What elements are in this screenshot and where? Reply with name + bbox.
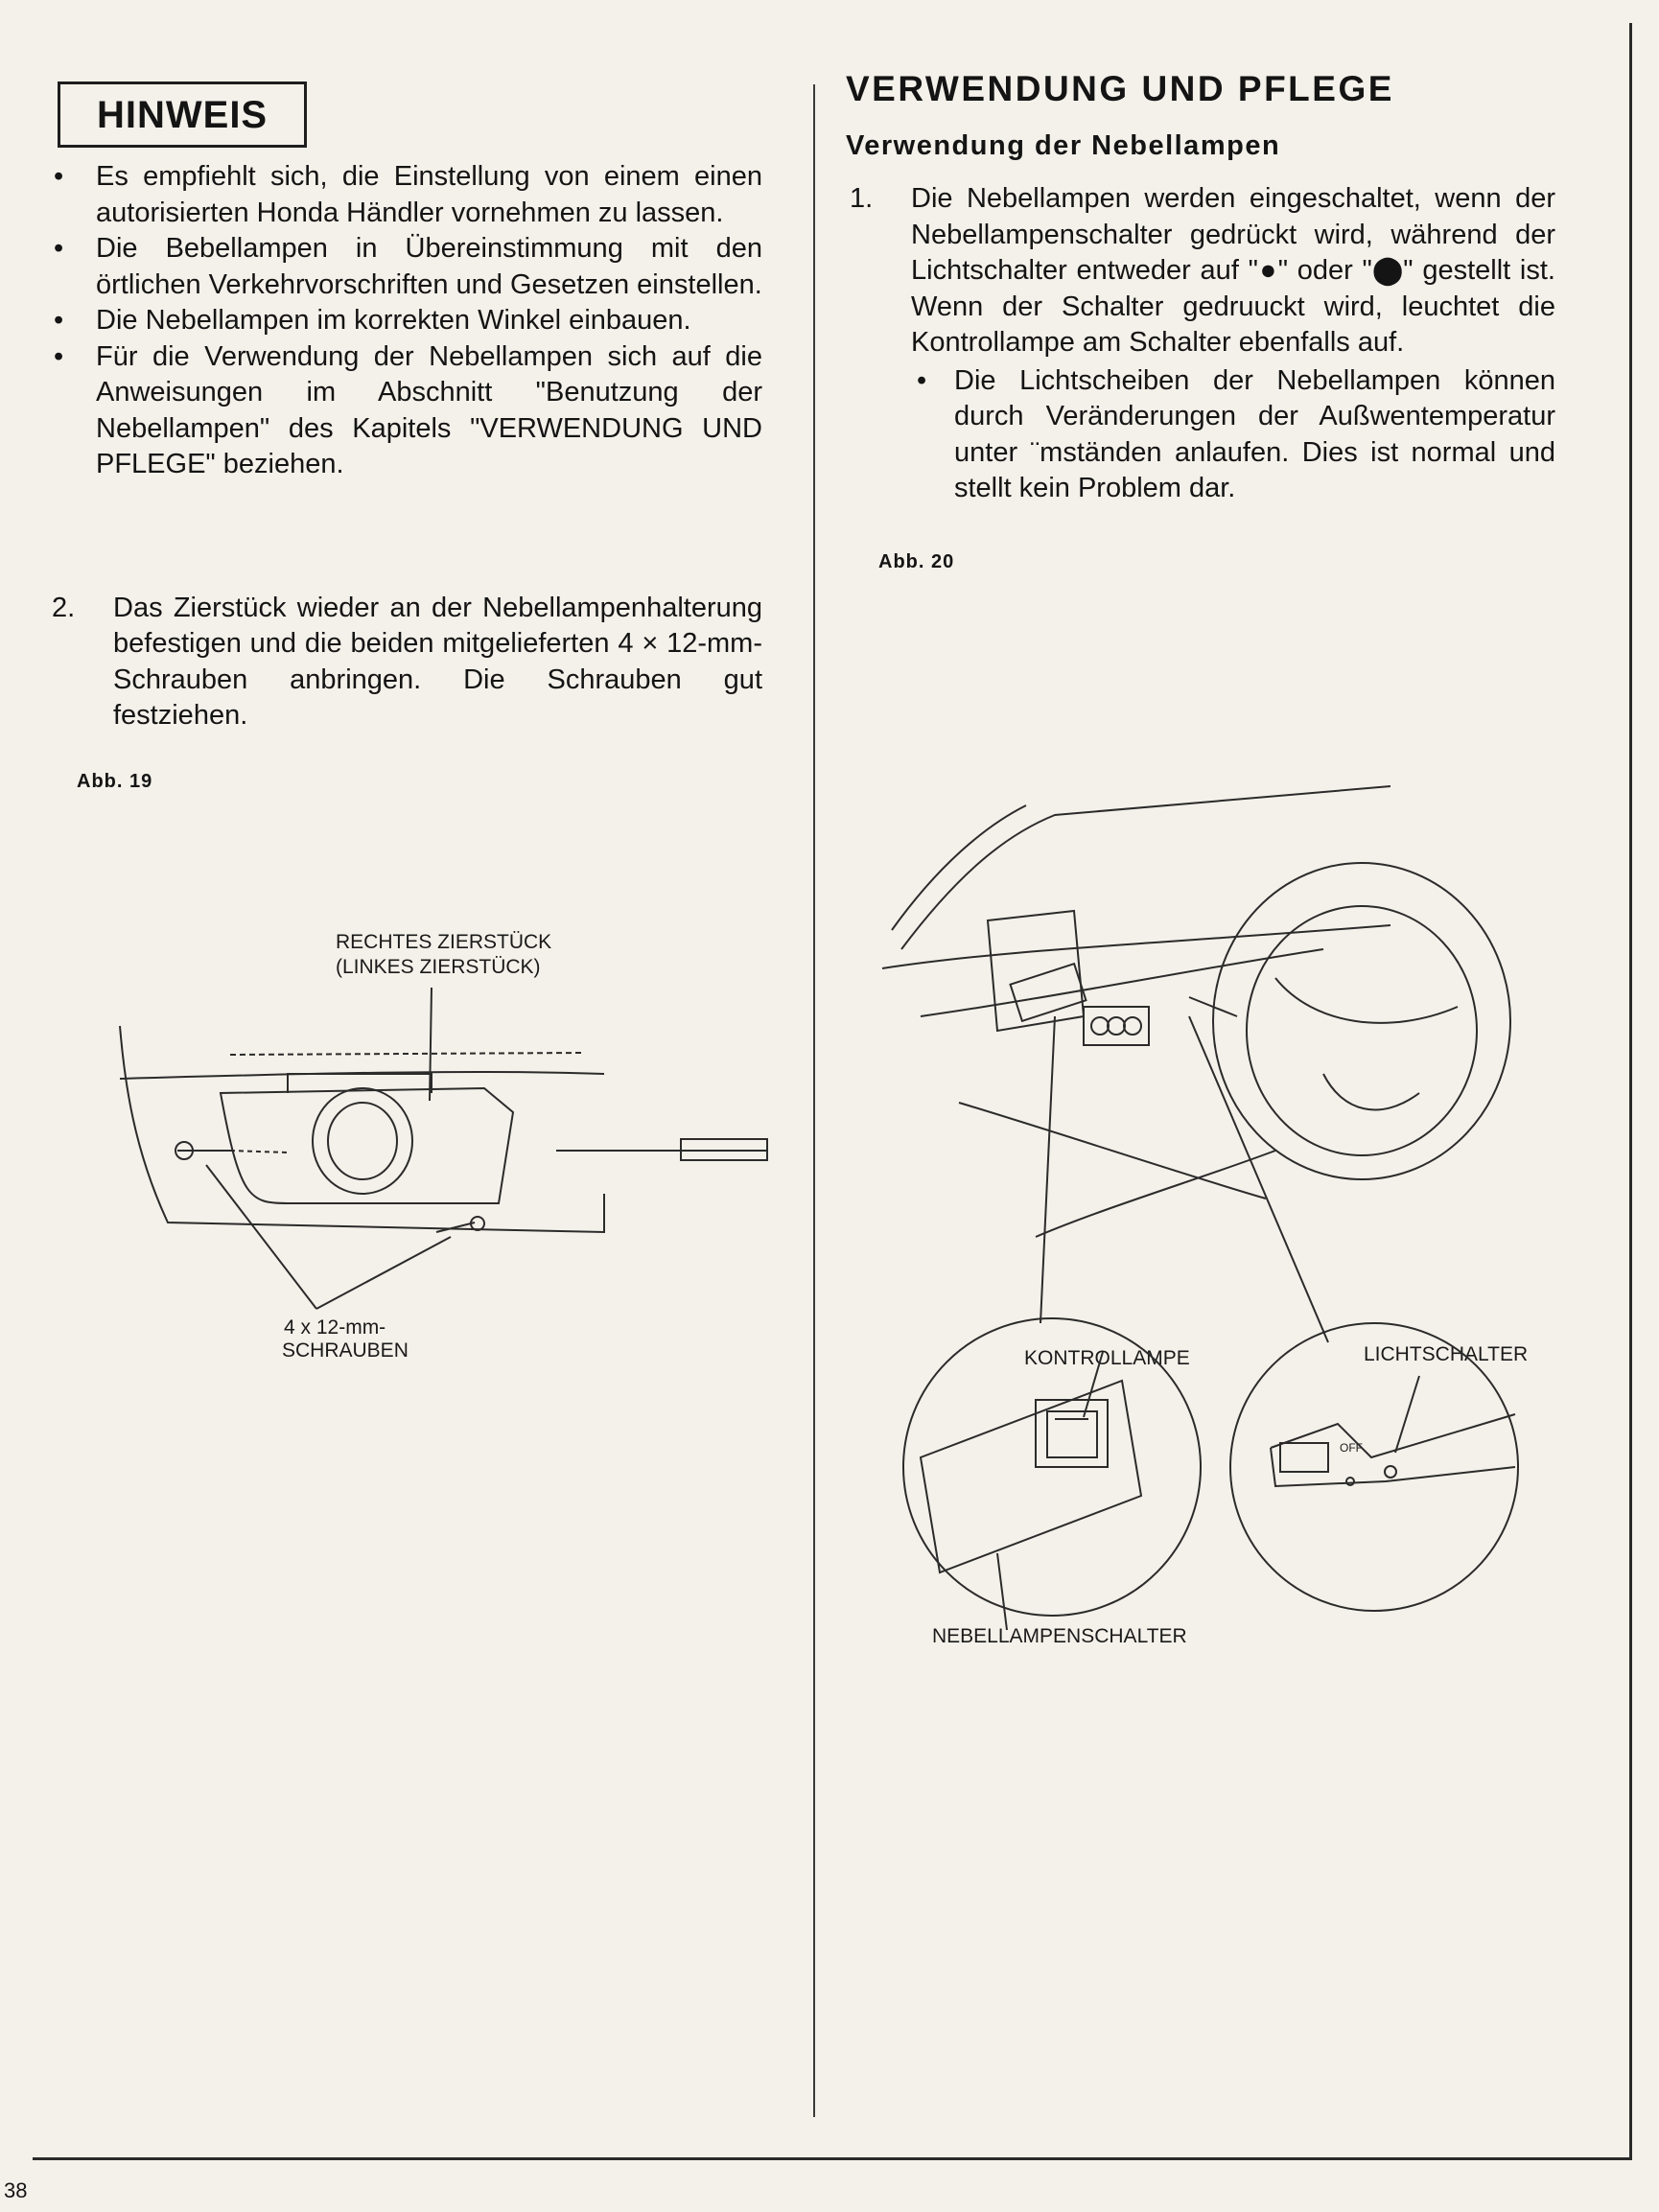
figure-19-label: Abb. 19 [77,770,153,792]
step-2-text: Das Zierstück wieder an der Nebellampenhalterung befestigen und die beiden mitgelieferten 4 × 12-mm-Schrauben anbringen. Die Schrauben gut festziehen. [113,592,762,731]
fig20-callout-fog-switch: NEBELLAMPENSCHALTER [932,1625,1187,1647]
figure-20-label: Abb. 20 [878,550,955,572]
page-number: 38 [4,2178,28,2202]
step-1-number: 1. [850,183,874,214]
hinweis-item-2: • Die Bebellampen in Übereinstimmung mit den örtlichen Verkehrvorschriften und Gesetzen einstellen. [48,231,762,303]
step-1-text: Die Nebellampen werden eingeschaltet, wenn der Nebellampenschalter gedrückt wird, während der Lichtschalter entweder auf "●" oder "⬤" gestellt ist. Wenn der Schalter gedruuckt wird, leuchtet die Kontrollampe am Schalter ebenfalls auf. [911,183,1555,358]
hinweis-item-3: • Die Nebellampen im korrekten Winkel einbauen. [48,303,762,339]
hinweis-heading: HINWEIS [58,81,307,148]
fig19-callout-trim-2: (LINKES ZIERSTÜCK) [336,956,541,978]
hinweis-item-1: • Es empfiehlt sich, die Einstellung von einem einen autorisierten Honda Händler vornehmen zu lassen. [48,159,762,231]
step-1-note: • Die Lichtscheiben der Nebellampen können durch Veränderungen der Außwentemperatur unter ¨mständen anlaufen. Dies ist normal und stellt kein Problem dar. [911,363,1555,507]
headlight-symbol-icon [1385,1466,1396,1478]
fig20-callout-indicator: KONTROLLAMPE [1024,1347,1190,1369]
hinweis-item-4: • Für die Verwendung der Nebellampen sich auf die Anweisungen im Abschnitt "Benutzung der Nebellampen" des Kapitels "VERWENDUNG UND PFLEGE" beziehen. [48,339,762,483]
fig19-callout-screws-2: SCHRAUBEN [282,1339,409,1362]
sub-title: Verwendung der Nebellampen [846,130,1281,161]
fig20-switch-off-label: OFF [1340,1441,1363,1455]
section-title: VERWENDUNG UND PFLEGE [846,69,1394,108]
step-2-number: 2. [52,592,76,623]
fig20-callout-light-switch: LICHTSCHALTER [1364,1343,1529,1365]
fig19-callout-trim-1: RECHTES ZIERSTÜCK [336,931,552,953]
fig19-callout-screws-1: 4 x 12-mm- [284,1316,386,1339]
